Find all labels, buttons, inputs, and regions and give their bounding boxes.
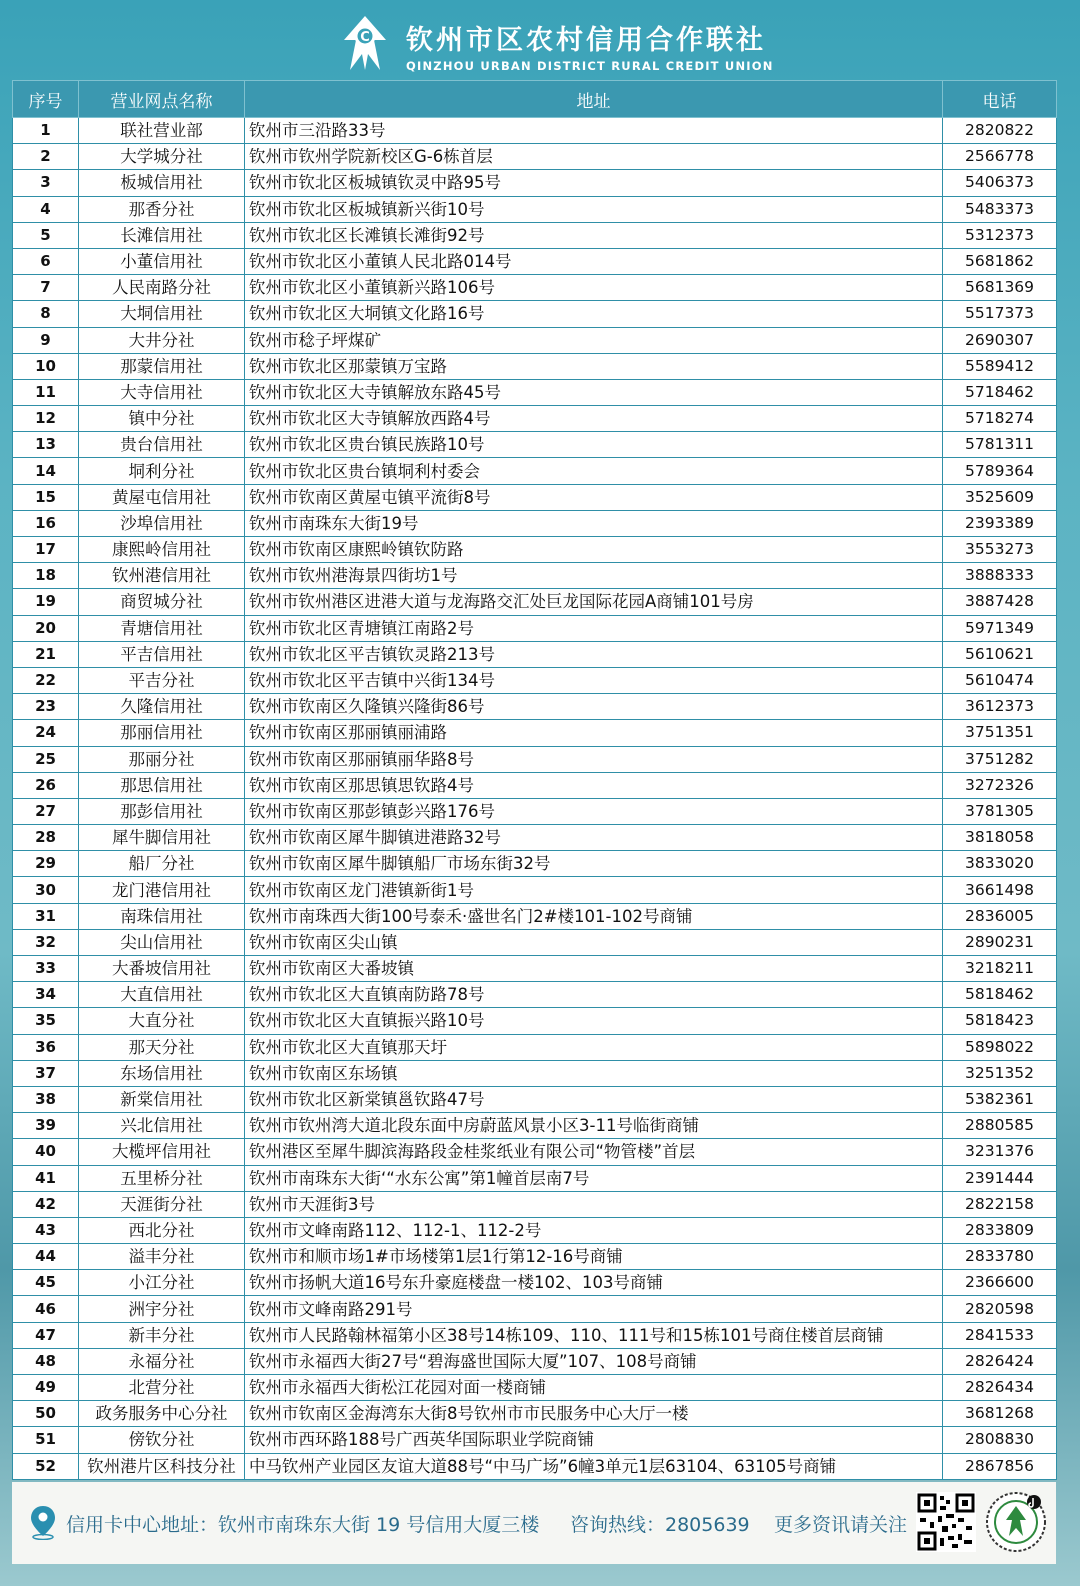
branch-name: 那香分社 xyxy=(79,196,245,222)
branch-phone: 2826434 xyxy=(943,1375,1057,1401)
table-row xyxy=(13,379,1057,405)
row-number: 10 xyxy=(13,353,79,379)
row-number: 25 xyxy=(13,746,79,772)
branch-phone: 3661498 xyxy=(943,877,1057,903)
column-header-no: 序号 xyxy=(13,81,79,118)
branch-address: 钦州港区至犀牛脚滨海路段金桂浆纸业有限公司“物管楼”首层 xyxy=(245,1139,943,1165)
branch-phone: 2820822 xyxy=(943,118,1057,144)
branch-address: 钦州市钦南区康熙岭镇钦防路 xyxy=(245,537,943,563)
branch-name: 尖山信用社 xyxy=(79,929,245,955)
branch-name: 那思信用社 xyxy=(79,772,245,798)
row-number: 50 xyxy=(13,1401,79,1427)
footer-bar xyxy=(12,1482,1056,1564)
branch-name: 洲宇分社 xyxy=(79,1296,245,1322)
branch-address: 钦州市永福西大街松江花园对面一楼商铺 xyxy=(245,1375,943,1401)
branch-phone: 2566778 xyxy=(943,144,1057,170)
row-number: 21 xyxy=(13,641,79,667)
branch-address: 钦州市永福西大街27号“碧海盛世国际大厦”107、108号商铺 xyxy=(245,1348,943,1374)
branch-address: 钦州市钦州港海景四街坊1号 xyxy=(245,563,943,589)
branch-name: 板城信用社 xyxy=(79,170,245,196)
branch-name: 南珠信用社 xyxy=(79,903,245,929)
table-row xyxy=(13,170,1057,196)
page-title: 钦州市区农村信用合作联社 xyxy=(406,25,766,56)
table-row xyxy=(13,1217,1057,1243)
branch-name: 平吉信用社 xyxy=(79,641,245,667)
table-row xyxy=(13,1139,1057,1165)
branch-name: 沙埠信用社 xyxy=(79,510,245,536)
branch-address: 钦州市稔子坪煤矿 xyxy=(245,327,943,353)
branch-address: 钦州市钦南区尖山镇 xyxy=(245,929,943,955)
row-number: 45 xyxy=(13,1270,79,1296)
branch-phone: 3251352 xyxy=(943,1060,1057,1086)
column-header-name: 营业网点名称 xyxy=(79,81,245,118)
branch-phone: 2808830 xyxy=(943,1427,1057,1453)
table-row xyxy=(13,1296,1057,1322)
branch-name: 小董信用社 xyxy=(79,248,245,274)
table-row xyxy=(13,615,1057,641)
row-number: 6 xyxy=(13,248,79,274)
table-row xyxy=(13,746,1057,772)
branch-name: 镇中分社 xyxy=(79,406,245,432)
table-row xyxy=(13,589,1057,615)
branch-phone: 5898022 xyxy=(943,1034,1057,1060)
branch-phone: 3553273 xyxy=(943,537,1057,563)
table-row xyxy=(13,1427,1057,1453)
branch-phone: 3887428 xyxy=(943,589,1057,615)
branch-address: 钦州市钦北区板城镇新兴街10号 xyxy=(245,196,943,222)
row-number: 19 xyxy=(13,589,79,615)
branch-name: 长滩信用社 xyxy=(79,222,245,248)
table-row xyxy=(13,667,1057,693)
table-row xyxy=(13,877,1057,903)
table-body xyxy=(13,118,1057,1480)
branch-name: 大直信用社 xyxy=(79,982,245,1008)
branch-name: 那天分社 xyxy=(79,1034,245,1060)
branch-phone: 5789364 xyxy=(943,458,1057,484)
row-number: 48 xyxy=(13,1348,79,1374)
branch-name: 贵台信用社 xyxy=(79,432,245,458)
table-header-row xyxy=(13,81,1057,118)
row-number: 28 xyxy=(13,825,79,851)
branch-address: 钦州市和顺市场1#市场楼第1层1行第12-16号商铺 xyxy=(245,1244,943,1270)
table-row xyxy=(13,563,1057,589)
table-row xyxy=(13,772,1057,798)
row-number: 17 xyxy=(13,537,79,563)
table-row xyxy=(13,248,1057,274)
table-row xyxy=(13,353,1057,379)
row-number: 7 xyxy=(13,275,79,301)
branch-name: 犀牛脚信用社 xyxy=(79,825,245,851)
branch-address: 钦州市钦州学院新校区G-6栋首层 xyxy=(245,144,943,170)
row-number: 51 xyxy=(13,1427,79,1453)
table-row xyxy=(13,1453,1057,1479)
table-row xyxy=(13,929,1057,955)
branch-phone: 3272326 xyxy=(943,772,1057,798)
table-row xyxy=(13,1060,1057,1086)
branch-phone: 5312373 xyxy=(943,222,1057,248)
branch-address: 钦州市钦北区大垌镇文化路16号 xyxy=(245,301,943,327)
branch-table-container xyxy=(12,80,1056,1480)
branch-address: 钦州市钦州港区进港大道与龙海路交汇处巨龙国际花园A商铺101号房 xyxy=(245,589,943,615)
branch-name: 天涯街分社 xyxy=(79,1191,245,1217)
row-number: 40 xyxy=(13,1139,79,1165)
branch-phone: 2841533 xyxy=(943,1322,1057,1348)
branch-name: 船厂分社 xyxy=(79,851,245,877)
branch-name: 青塘信用社 xyxy=(79,615,245,641)
branch-table xyxy=(12,80,1057,1480)
branch-address: 钦州市钦南区那思镇思钦路4号 xyxy=(245,772,943,798)
location-pin-icon xyxy=(28,1504,58,1540)
row-number: 23 xyxy=(13,694,79,720)
table-row xyxy=(13,118,1057,144)
branch-name: 大井分社 xyxy=(79,327,245,353)
table-row xyxy=(13,982,1057,1008)
branch-phone: 5382361 xyxy=(943,1086,1057,1112)
row-number: 41 xyxy=(13,1165,79,1191)
table-row xyxy=(13,1008,1057,1034)
branch-phone: 5517373 xyxy=(943,301,1057,327)
row-number: 33 xyxy=(13,956,79,982)
branch-address: 钦州市钦南区大番坡镇 xyxy=(245,956,943,982)
branch-address: 钦州市南珠西大街100号泰禾·盛世名门2#楼101-102号商铺 xyxy=(245,903,943,929)
branch-name: 大寺信用社 xyxy=(79,379,245,405)
row-number: 29 xyxy=(13,851,79,877)
row-number: 1 xyxy=(13,118,79,144)
branch-name: 久隆信用社 xyxy=(79,694,245,720)
branch-address: 钦州市钦北区长滩镇长滩街92号 xyxy=(245,222,943,248)
branch-name: 新丰分社 xyxy=(79,1322,245,1348)
table-row xyxy=(13,1270,1057,1296)
branch-name: 康熙岭信用社 xyxy=(79,537,245,563)
svg-text:C: C xyxy=(360,30,370,45)
branch-phone: 5681862 xyxy=(943,248,1057,274)
branch-address: 钦州市南珠东大街19号 xyxy=(245,510,943,536)
branch-phone: 5781311 xyxy=(943,432,1057,458)
branch-phone: 2690307 xyxy=(943,327,1057,353)
row-number: 18 xyxy=(13,563,79,589)
column-header-address: 地址 xyxy=(245,81,943,118)
follow-text: 更多资讯请关注 xyxy=(774,1514,908,1536)
table-row xyxy=(13,1348,1057,1374)
branch-name: 小江分社 xyxy=(79,1270,245,1296)
branch-phone: 3681268 xyxy=(943,1401,1057,1427)
row-number: 12 xyxy=(13,406,79,432)
branch-name: 政务服务中心分社 xyxy=(79,1401,245,1427)
branch-name: 大学城分社 xyxy=(79,144,245,170)
table-row xyxy=(13,222,1057,248)
branch-address: 钦州市三沿路33号 xyxy=(245,118,943,144)
table-row xyxy=(13,406,1057,432)
row-number: 2 xyxy=(13,144,79,170)
branch-phone: 2826424 xyxy=(943,1348,1057,1374)
row-number: 46 xyxy=(13,1296,79,1322)
row-number: 3 xyxy=(13,170,79,196)
branch-phone: 5406373 xyxy=(943,170,1057,196)
branch-name: 大直分社 xyxy=(79,1008,245,1034)
qr-code-icon[interactable] xyxy=(916,1492,976,1552)
branch-name: 那丽信用社 xyxy=(79,720,245,746)
branch-name: 那丽分社 xyxy=(79,746,245,772)
branch-name: 人民南路分社 xyxy=(79,275,245,301)
branch-phone: 5610621 xyxy=(943,641,1057,667)
branch-phone: 3833020 xyxy=(943,851,1057,877)
branch-phone: 5589412 xyxy=(943,353,1057,379)
branch-phone: 3612373 xyxy=(943,694,1057,720)
row-number: 42 xyxy=(13,1191,79,1217)
branch-phone: 2820598 xyxy=(943,1296,1057,1322)
branch-address: 钦州市钦北区平吉镇中兴街134号 xyxy=(245,667,943,693)
credit-union-logo-icon xyxy=(336,14,394,72)
row-number: 47 xyxy=(13,1322,79,1348)
branch-name: 溢丰分社 xyxy=(79,1244,245,1270)
branch-phone: 3751351 xyxy=(943,720,1057,746)
row-number: 44 xyxy=(13,1244,79,1270)
table-row xyxy=(13,1191,1057,1217)
branch-address: 钦州市西环路188号广西英华国际职业学院商铺 xyxy=(245,1427,943,1453)
branch-address: 钦州市钦北区贵台镇民族路10号 xyxy=(245,432,943,458)
row-number: 27 xyxy=(13,798,79,824)
branch-name: 北营分社 xyxy=(79,1375,245,1401)
branch-address: 钦州市南珠东大街‘“水东公寓”第1幢首层南7号 xyxy=(245,1165,943,1191)
branch-name: 那彭信用社 xyxy=(79,798,245,824)
wechat-badge-icon[interactable] xyxy=(984,1490,1048,1554)
branch-phone: 5818462 xyxy=(943,982,1057,1008)
branch-address: 钦州市天涯街3号 xyxy=(245,1191,943,1217)
branch-name: 西北分社 xyxy=(79,1217,245,1243)
branch-name: 新棠信用社 xyxy=(79,1086,245,1112)
row-number: 39 xyxy=(13,1113,79,1139)
row-number: 22 xyxy=(13,667,79,693)
branch-phone: 2833809 xyxy=(943,1217,1057,1243)
branch-address: 钦州市钦南区犀牛脚镇进港路32号 xyxy=(245,825,943,851)
branch-address: 钦州市人民路翰林福第小区38号14栋109、110、111号和15栋101号商住楼首层商铺 xyxy=(245,1322,943,1348)
table-row xyxy=(13,510,1057,536)
branch-phone: 2867856 xyxy=(943,1453,1057,1479)
branch-phone: 2833780 xyxy=(943,1244,1057,1270)
branch-name: 联社营业部 xyxy=(79,118,245,144)
branch-phone: 5681369 xyxy=(943,275,1057,301)
table-row xyxy=(13,798,1057,824)
row-number: 20 xyxy=(13,615,79,641)
branch-name: 东场信用社 xyxy=(79,1060,245,1086)
table-row xyxy=(13,641,1057,667)
table-row xyxy=(13,301,1057,327)
page-subtitle: QINZHOU URBAN DISTRICT RURAL CREDIT UNION xyxy=(406,59,774,73)
branch-name: 平吉分社 xyxy=(79,667,245,693)
table-row xyxy=(13,720,1057,746)
branch-name: 大番坡信用社 xyxy=(79,956,245,982)
branch-address: 钦州市钦北区贵台镇垌利村委会 xyxy=(245,458,943,484)
row-number: 49 xyxy=(13,1375,79,1401)
table-row xyxy=(13,484,1057,510)
branch-address: 钦州市钦北区那蒙镇万宝路 xyxy=(245,353,943,379)
table-row xyxy=(13,956,1057,982)
branch-phone: 2366600 xyxy=(943,1270,1057,1296)
branch-name: 永福分社 xyxy=(79,1348,245,1374)
branch-phone: 3781305 xyxy=(943,798,1057,824)
row-number: 38 xyxy=(13,1086,79,1112)
row-number: 4 xyxy=(13,196,79,222)
card-center-address: 信用卡中心地址：钦州市南珠东大街 19 号信用大厦三楼 xyxy=(66,1514,540,1536)
branch-address: 钦州市钦北区青塘镇江南路2号 xyxy=(245,615,943,641)
branch-address: 中马钦州产业园区友谊大道88号“中马广场”6幢3单元1层63104、63105号商铺 xyxy=(245,1453,943,1479)
branch-name: 大垌信用社 xyxy=(79,301,245,327)
table-row xyxy=(13,825,1057,851)
row-number: 35 xyxy=(13,1008,79,1034)
column-header-phone: 电话 xyxy=(943,81,1057,118)
table-row xyxy=(13,432,1057,458)
row-number: 36 xyxy=(13,1034,79,1060)
branch-name: 垌利分社 xyxy=(79,458,245,484)
table-row xyxy=(13,196,1057,222)
branch-address: 钦州市钦南区金海湾东大街8号钦州市市民服务中心大厅一楼 xyxy=(245,1401,943,1427)
table-row xyxy=(13,144,1057,170)
row-number: 16 xyxy=(13,510,79,536)
branch-address: 钦州市文峰南路112、112-1、112-2号 xyxy=(245,1217,943,1243)
branch-phone: 3218211 xyxy=(943,956,1057,982)
branch-address: 钦州市钦南区龙门港镇新街1号 xyxy=(245,877,943,903)
branch-phone: 5718462 xyxy=(943,379,1057,405)
branch-address: 钦州市钦北区大寺镇解放东路45号 xyxy=(245,379,943,405)
branch-address: 钦州市钦北区小董镇人民北路014号 xyxy=(245,248,943,274)
row-number: 9 xyxy=(13,327,79,353)
branch-name: 那蒙信用社 xyxy=(79,353,245,379)
row-number: 8 xyxy=(13,301,79,327)
branch-name: 黄屋屯信用社 xyxy=(79,484,245,510)
table-row xyxy=(13,1322,1057,1348)
branch-address: 钦州市钦北区大寺镇解放西路4号 xyxy=(245,406,943,432)
table-row xyxy=(13,1375,1057,1401)
branch-address: 钦州市钦南区东场镇 xyxy=(245,1060,943,1086)
branch-phone: 5718274 xyxy=(943,406,1057,432)
branch-address: 钦州市钦南区那丽镇丽华路8号 xyxy=(245,746,943,772)
branch-address: 钦州市钦南区犀牛脚镇船厂市场东街32号 xyxy=(245,851,943,877)
row-number: 30 xyxy=(13,877,79,903)
row-number: 15 xyxy=(13,484,79,510)
branch-name: 兴北信用社 xyxy=(79,1113,245,1139)
branch-phone: 2393389 xyxy=(943,510,1057,536)
row-number: 26 xyxy=(13,772,79,798)
row-number: 11 xyxy=(13,379,79,405)
table-row xyxy=(13,1401,1057,1427)
branch-address: 钦州市钦北区平吉镇钦灵路213号 xyxy=(245,641,943,667)
branch-phone: 2836005 xyxy=(943,903,1057,929)
row-number: 13 xyxy=(13,432,79,458)
branch-name: 龙门港信用社 xyxy=(79,877,245,903)
branch-address: 钦州市钦州湾大道北段东面中房蔚蓝风景小区3-11号临街商铺 xyxy=(245,1113,943,1139)
branch-address: 钦州市钦南区那丽镇丽浦路 xyxy=(245,720,943,746)
table-row xyxy=(13,1165,1057,1191)
branch-phone: 5971349 xyxy=(943,615,1057,641)
branch-phone: 3751282 xyxy=(943,746,1057,772)
table-row xyxy=(13,694,1057,720)
row-number: 24 xyxy=(13,720,79,746)
branch-address: 钦州市文峰南路291号 xyxy=(245,1296,943,1322)
table-row xyxy=(13,851,1057,877)
branch-phone: 2880585 xyxy=(943,1113,1057,1139)
row-number: 31 xyxy=(13,903,79,929)
branch-address: 钦州市钦北区大直镇振兴路10号 xyxy=(245,1008,943,1034)
branch-name: 钦州港信用社 xyxy=(79,563,245,589)
branch-address: 钦州市钦北区大直镇那天圩 xyxy=(245,1034,943,1060)
branch-address: 钦州市钦南区黄屋屯镇平流街8号 xyxy=(245,484,943,510)
hotline: 咨询热线：2805639 xyxy=(570,1514,750,1536)
row-number: 43 xyxy=(13,1217,79,1243)
branch-phone: 3818058 xyxy=(943,825,1057,851)
branch-address: 钦州市钦北区大直镇南防路78号 xyxy=(245,982,943,1008)
table-row xyxy=(13,1086,1057,1112)
branch-phone: 3231376 xyxy=(943,1139,1057,1165)
table-row xyxy=(13,327,1057,353)
branch-phone: 5610474 xyxy=(943,667,1057,693)
branch-phone: 3525609 xyxy=(943,484,1057,510)
branch-name: 大榄坪信用社 xyxy=(79,1139,245,1165)
branch-phone: 2391444 xyxy=(943,1165,1057,1191)
branch-address: 钦州市钦南区那彭镇彭兴路176号 xyxy=(245,798,943,824)
table-row xyxy=(13,458,1057,484)
row-number: 37 xyxy=(13,1060,79,1086)
branch-name: 五里桥分社 xyxy=(79,1165,245,1191)
row-number: 32 xyxy=(13,929,79,955)
branch-phone: 5483373 xyxy=(943,196,1057,222)
table-row xyxy=(13,1244,1057,1270)
row-number: 34 xyxy=(13,982,79,1008)
branch-name: 傍钦分社 xyxy=(79,1427,245,1453)
table-row xyxy=(13,903,1057,929)
table-row xyxy=(13,1113,1057,1139)
page-header xyxy=(0,0,1080,80)
branch-name: 商贸城分社 xyxy=(79,589,245,615)
branch-name: 钦州港片区科技分社 xyxy=(79,1453,245,1479)
row-number: 14 xyxy=(13,458,79,484)
table-row xyxy=(13,1034,1057,1060)
row-number: 5 xyxy=(13,222,79,248)
table-row xyxy=(13,275,1057,301)
branch-phone: 2822158 xyxy=(943,1191,1057,1217)
branch-phone: 3888333 xyxy=(943,563,1057,589)
branch-phone: 2890231 xyxy=(943,929,1057,955)
branch-address: 钦州市钦北区新棠镇邕钦路47号 xyxy=(245,1086,943,1112)
branch-address: 钦州市钦北区板城镇钦灵中路95号 xyxy=(245,170,943,196)
branch-phone: 5818423 xyxy=(943,1008,1057,1034)
branch-address: 钦州市扬帆大道16号东升豪庭楼盘一楼102、103号商铺 xyxy=(245,1270,943,1296)
branch-address: 钦州市钦北区小董镇新兴路106号 xyxy=(245,275,943,301)
row-number: 52 xyxy=(13,1453,79,1479)
table-row xyxy=(13,537,1057,563)
branch-address: 钦州市钦南区久隆镇兴隆街86号 xyxy=(245,694,943,720)
